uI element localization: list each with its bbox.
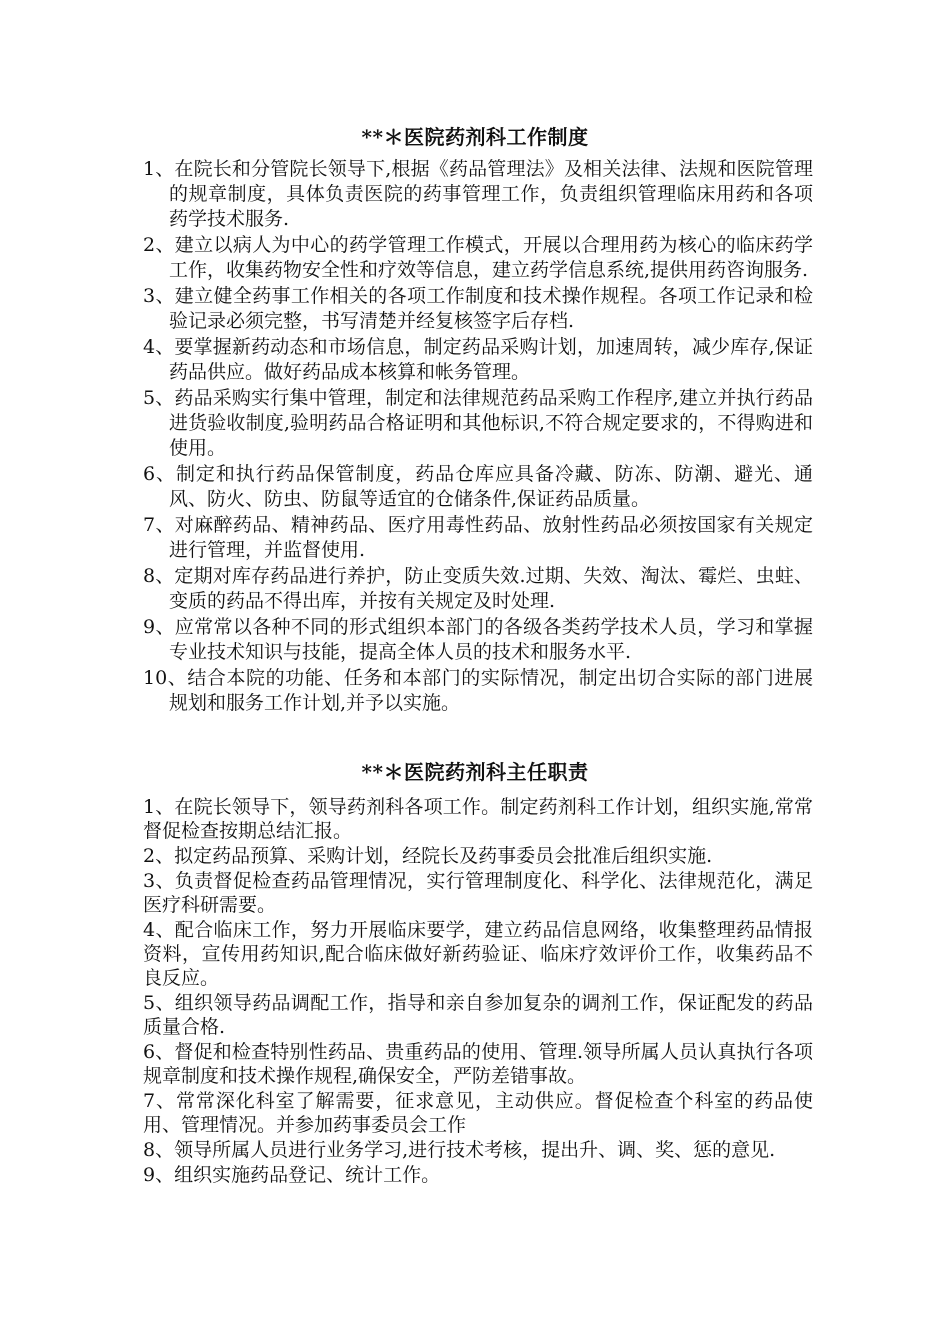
list-item: 7、对麻醉药品、精神药品、医疗用毒性药品、放射性药品必须按国家有关规定进行管理，并监督使用. (143, 514, 813, 561)
section1-title: **＊医院药剂科工作制度 (361, 125, 589, 149)
list-item: 5、药品采购实行集中管理，制定和法律规范药品采购工作程序,建立并执行药品进货验收制度,验明药品合格证明和其他标识,不符合规定要求的，不得购进和使用。 (143, 387, 813, 459)
list-item: 7、常常深化科室了解需要，征求意见，主动供应。督促检查个科室的药品使用、管理情况。并参加药事委员会工作 (143, 1090, 813, 1136)
list-item: 9、应常常以各种不同的形式组织本部门的各级各类药学技术人员，学习和掌握专业技术知识与技能，提高全体人员的技术和服务水平. (143, 616, 813, 663)
list-item: 10、结合本院的功能、任务和本部门的实际情况，制定出切合实际的部门进展规划和服务工作计划,并予以实施。 (143, 667, 813, 714)
list-item: 3、建立健全药事工作相关的各项工作制度和技术操作规程。各项工作记录和检验记录必须完整，书写清楚并经复核签字后存档. (143, 285, 813, 332)
section2-title: **＊医院药剂科主任职责 (361, 760, 589, 784)
list-item: 4、配合临床工作，努力开展临床要学，建立药品信息网络，收集整理药品情报资料，宣传用药知识,配合临床做好新药验证、临床疗效评价工作，收集药品不良反应。 (143, 919, 813, 989)
list-item: 8、定期对库存药品进行养护，防止变质失效.过期、失效、淘汰、霉烂、虫蛀、变质的药品不得出库，并按有关规定及时处理. (143, 565, 813, 612)
list-item: 3、负责督促检查药品管理情况，实行管理制度化、科学化、法律规范化，满足医疗科研需要。 (143, 870, 813, 916)
list-item: 6、督促和检查特别性药品、贵重药品的使用、管理.领导所属人员认真执行各项规章制度和技术操作规程,确保安全，严防差错事故。 (143, 1041, 813, 1087)
list-item: 1、在院长领导下，领导药剂科各项工作。制定药剂科工作计划，组织实施,常常督促检查按期总结汇报。 (143, 796, 813, 842)
list-item: 5、组织领导药品调配工作，指导和亲自参加复杂的调剂工作，保证配发的药品质量合格. (143, 992, 813, 1038)
list-item: 2、拟定药品预算、采购计划，经院长及药事委员会批准后组织实施. (143, 845, 713, 867)
list-item: 4、要掌握新药动态和市场信息，制定药品采购计划，加速周转，减少库存,保证药品供应。做好药品成本核算和帐务管理。 (143, 336, 813, 383)
section2-list (143, 795, 813, 1188)
list-item: 9、组织实施药品登记、统计工作。 (143, 1164, 441, 1186)
section1-list (143, 157, 813, 717)
list-item: 2、建立以病人为中心的药学管理工作模式，开展以合理用药为核心的临床药学工作，收集药物安全性和疗效等信息，建立药学信息系统,提供用药咨询服务. (143, 234, 813, 281)
list-item: 6、制定和执行药品保管制度，药品仓库应具备冷藏、防冻、防潮、避光、通风、防火、防虫、防鼠等适宜的仓储条件,保证药品质量。 (143, 463, 813, 510)
list-item: 8、领导所属人员进行业务学习,进行技术考核，提出升、调、奖、惩的意见. (143, 1139, 776, 1161)
list-item: 1、在院长和分管院长领导下,根据《药品管理法》及相关法律、法规和医院管理的规章制度，具体负责医院的药事管理工作，负责组织管理临床用药和各项药学技术服务. (143, 158, 813, 230)
